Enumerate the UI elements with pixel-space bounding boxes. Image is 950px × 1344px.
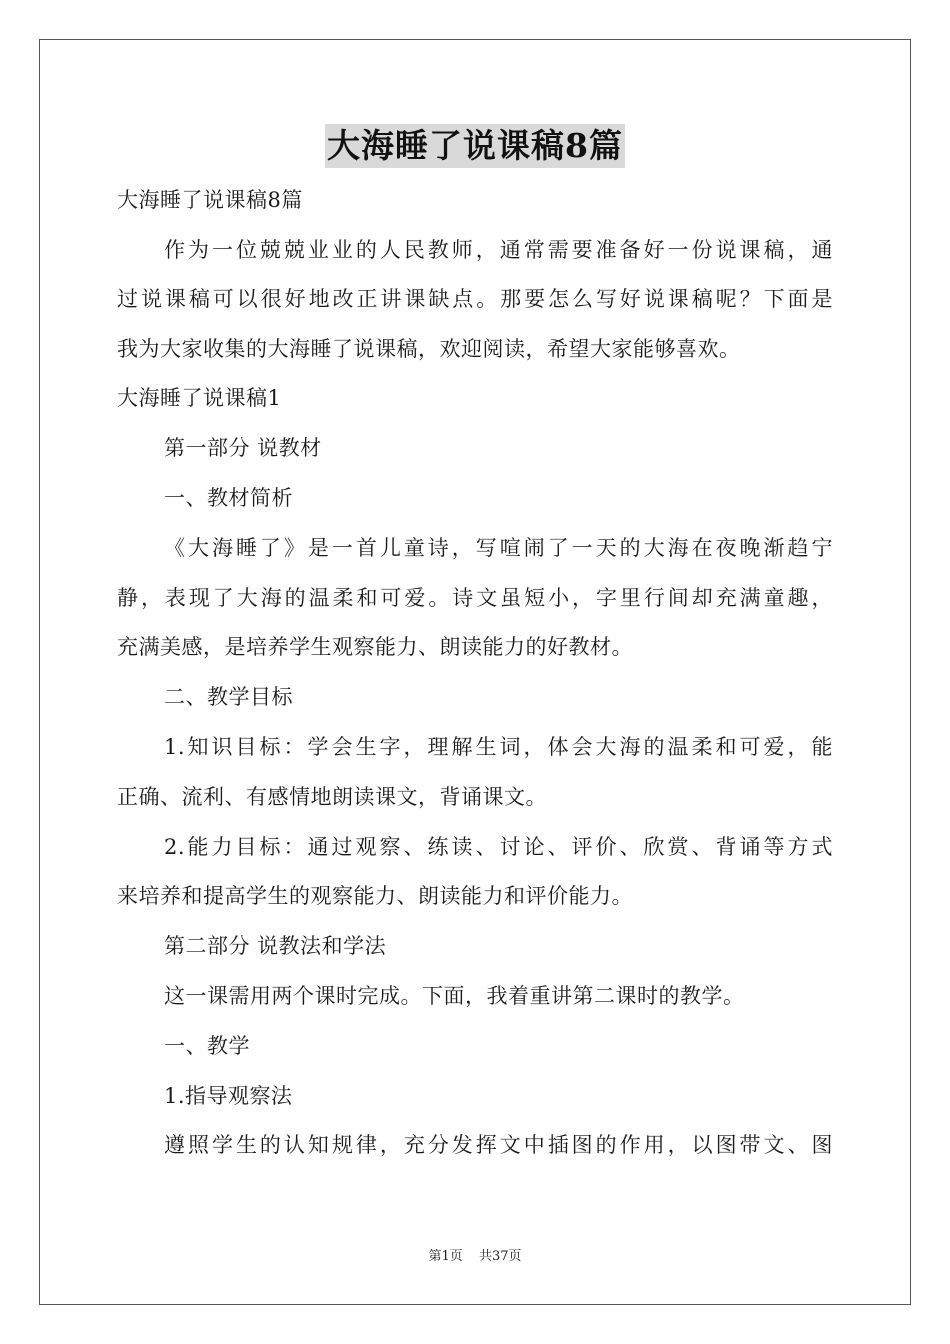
page-total: 共37页	[478, 1249, 522, 1264]
paragraph-line: 2.能力目标：通过观察、练读、讨论、评价、欣赏、背诵等方式	[164, 835, 833, 859]
paragraph-line: 我为大家收集的大海睡了说课稿，欢迎阅读，希望大家能够喜欢。	[117, 337, 741, 361]
part-heading: 第二部分 说教法和学法	[164, 934, 387, 958]
paragraph-line: 1.知识目标：学会生字，理解生词，体会大海的温柔和可爱，能	[164, 735, 833, 759]
page-footer	[0, 1248, 950, 1266]
paragraph-line: 充满美感，是培养学生观察能力、朗读能力的好教材。	[117, 635, 633, 659]
subsection-heading: 一、教学	[164, 1034, 250, 1058]
paragraph-line: 这一课需用两个课时完成。下面，我着重讲第二课时的教学。	[164, 984, 745, 1008]
subtitle-line: 大海睡了说课稿8篇	[117, 188, 303, 212]
paragraph-line: 过说课稿可以很好地改正讲课缺点。那要怎么写好说课稿呢？下面是	[117, 287, 833, 311]
paragraph-line: 静，表现了大海的温柔和可爱。诗文虽短小，字里行间却充满童趣，	[117, 586, 833, 610]
document-title: 大海睡了说课稿8篇	[325, 124, 625, 168]
page-border	[39, 39, 911, 1305]
paragraph-line: 《大海睡了》是一首儿童诗，写喧闹了一天的大海在夜晚渐趋宁	[164, 536, 833, 560]
page-number: 第1页	[428, 1249, 463, 1264]
part-heading: 第一部分 说教材	[164, 436, 322, 460]
paragraph-line: 正确、流利、有感情地朗读课文，背诵课文。	[117, 785, 547, 809]
subsection-heading: 一、教材简析	[164, 486, 293, 510]
subsection-heading: 1.指导观察法	[164, 1084, 293, 1108]
paragraph-line: 作为一位兢兢业业的人民教师，通常需要准备好一份说课稿，通	[164, 238, 833, 262]
subsection-heading: 二、教学目标	[164, 685, 293, 709]
section-heading: 大海睡了说课稿1	[117, 386, 282, 410]
title-container	[0, 124, 950, 168]
paragraph-line: 来培养和提高学生的观察能力、朗读能力和评价能力。	[117, 884, 633, 908]
paragraph-line: 遵照学生的认知规律，充分发挥文中插图的作用，以图带文、图	[164, 1133, 833, 1157]
